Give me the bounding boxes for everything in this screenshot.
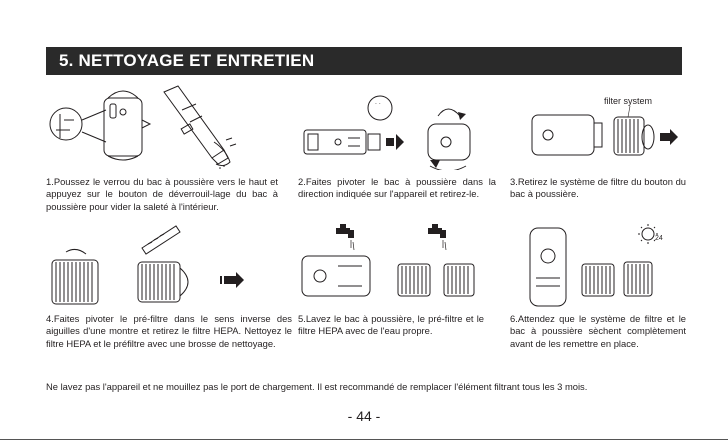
step-1-text: 1.Poussez le verrou du bac à poussière vers le haut et appuyez sur le bouton de déverrouil-lage du bac à poussière pour vider la saleté à l'intérieur. [46,176,278,212]
step-3-text: 3.Retirez le système de filtre du bouton du bac à poussière. [510,176,686,200]
step-4-text: 4.Faites pivoter le pré-filtre dans le sens inverse des aiguilles d'une montre et retirez le filtre HEPA. Nettoyez le filtre HEPA et le préfiltre avec une brosse de nettoyage. [46,313,292,349]
step5-illustration [298,222,488,312]
bottom-divider [0,439,728,440]
footnote: Ne lavez pas l'appareil et ne mouillez pas le port de chargement. Il est recommandé de remplacer l'élément filtrant tous les 3 mois. [46,381,588,392]
step6-illustration [510,222,686,312]
step3-illustration [510,95,686,173]
step-6-text: 6.Attendez que le système de filtre et le bac à poussière sèchent complètement avant de les remettre en place. [510,313,686,349]
section-title: 5. NETTOYAGE ET ENTRETIEN [59,51,315,70]
filter-system-label: filter system [604,96,653,106]
section-header [46,47,682,75]
step2-illustration [298,90,488,170]
step4-illustration [46,222,278,312]
rotate-dots: · · [375,101,381,108]
step-5-text: 5.Lavez le bac à poussière, le pré-filtre et le filtre HEPA avec de l'eau propre. [298,313,484,337]
page-number: - 44 - [347,408,381,424]
step-2-text: 2.Faites pivoter le bac à poussière dans la direction indiquée sur l'appareil et retirez-le. [298,176,496,200]
sun-hour-label: 24 [655,235,663,242]
step1-illustration [46,80,278,170]
